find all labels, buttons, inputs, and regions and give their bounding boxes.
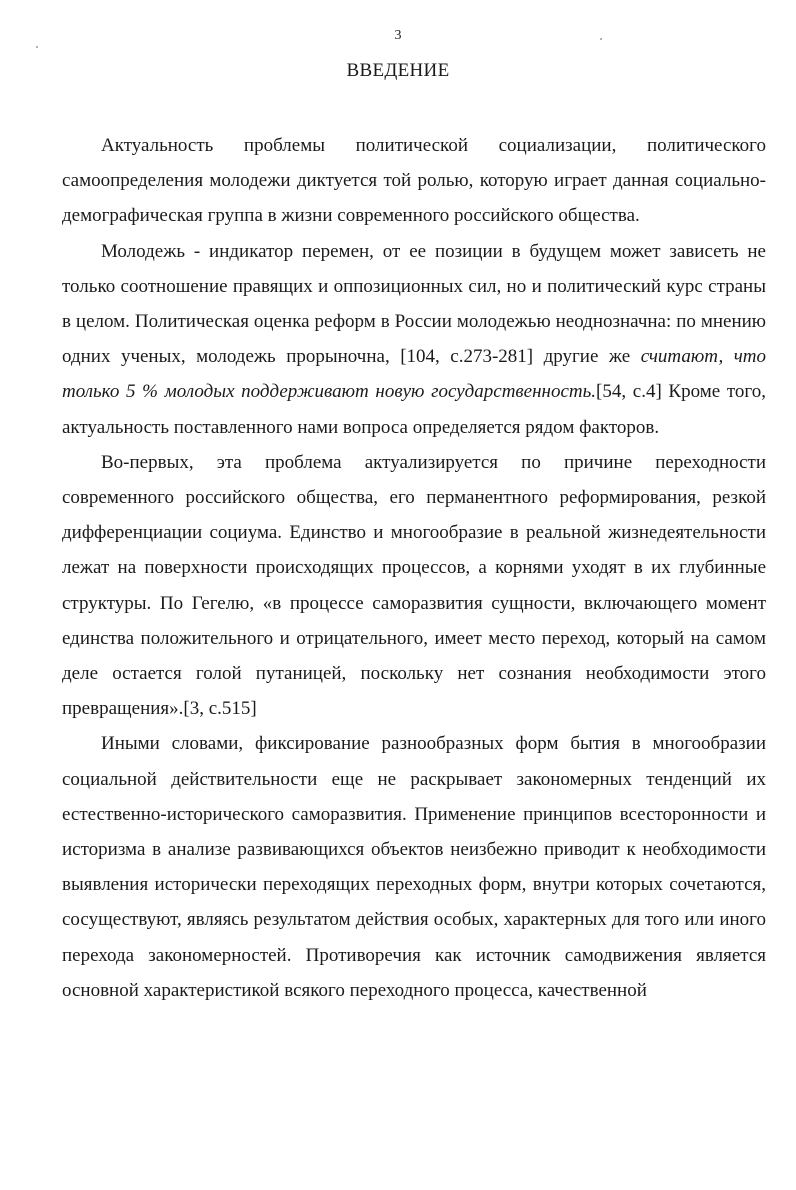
paragraph-1: Актуальность проблемы политической социализации, политического самоопределения молодежи диктуется той ролью, которую играет данная социально-демографическая группа в жизни современного российского общества. [62,135,766,227]
scan-speck [600,38,602,40]
paragraph-2 [62,234,766,445]
paragraph-2-text-end: [54, с.4] Кроме того, актуальность поставленного нами вопроса определяется рядом факторов. [62,381,766,438]
paragraph-2-italic-quote: считают, что только 5 % молодых поддерживают новую государственность. [62,346,767,403]
paragraph-4: Иными словами, фиксирование разнообразных форм бытия в многообразии социальной действительности еще не раскрывает закономерных тенденций их естественно-исторического саморазвития. Применение принципов всесторонности и историзма в анализе развивающихся объектов неизбежно приводит к необходимости выявления исторически переходящих переходных форм, внутри которых сочетаются, сосуществуют, являясь результатом действия особых, характерных для того или иного перехода закономерностей. Противоречия как источник самодвижения является основной характеристикой всякого переходного процесса, качественной [62,733,766,1001]
scan-speck [36,46,38,48]
paragraph-2-text-start: Молодежь - индикатор перемен, от ее позиции в будущем может зависеть не только соотношение правящих и оппозиционных сил, но и политический курс страны в целом. Политическая оценка реформ в России молодежью неоднозначна: по мнению одних ученых, молодежь прорыночна, [104, с.273-281] другие же [62,240,766,368]
body-text [62,128,766,1008]
page-number: 3 [394,28,402,43]
page-title: ВВЕДЕНИЕ [346,60,450,81]
paragraph-3: Во-первых, эта проблема актуализируется по причине переходности современного российского общества, его перманентного реформирования, резкой дифференциации социума. Единство и многообразие в реальной жизнедеятельности лежат на поверхности происходящих процессов, а корнями уходят в их глубинные структуры. По Гегелю, «в процессе саморазвития сущности, включающего момент единства положительного и отрицательного, имеет место переход, который на самом деле остается голой путаницей, поскольку нет сознания необходимости этого превращения».[3, с.515] [62,451,766,720]
